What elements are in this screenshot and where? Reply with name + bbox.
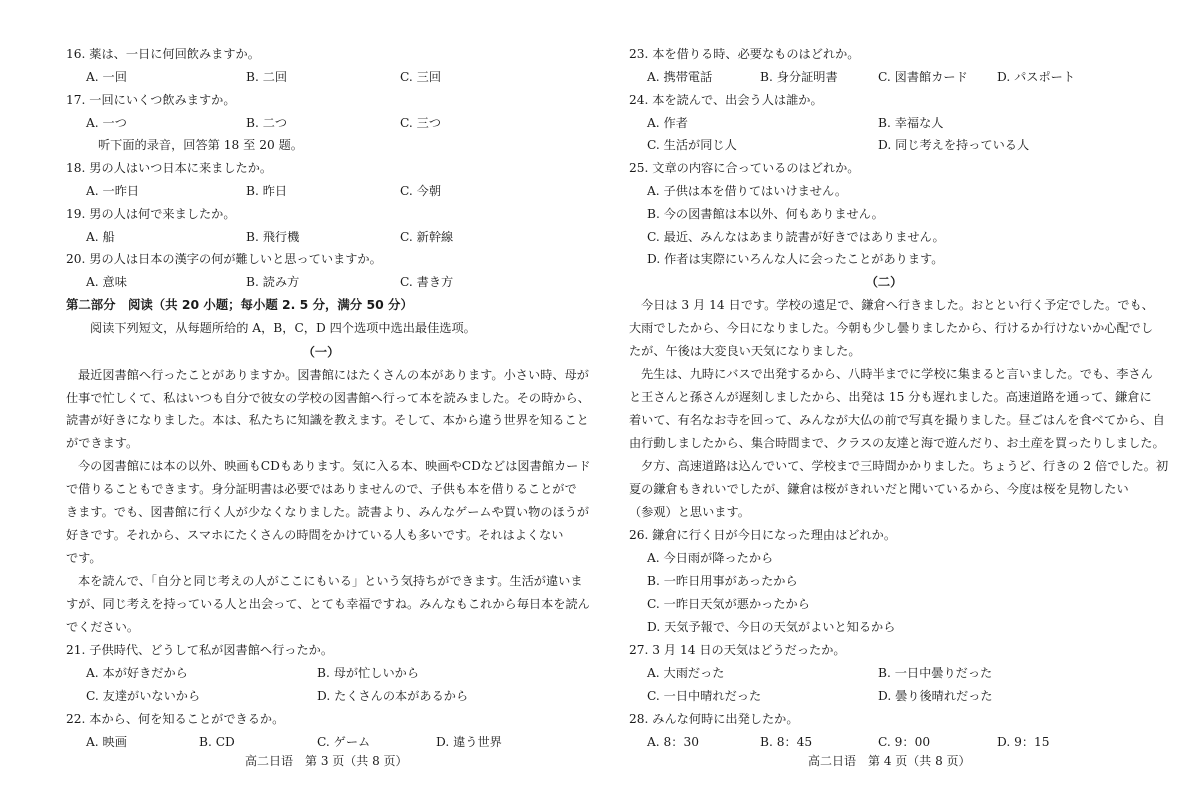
option: C. 最近、みんなはあまり読書が好きではありません。: [647, 230, 945, 244]
question-25: 25. 文章の内容に合っているのはどれか。: [629, 161, 860, 175]
option: A. 一回: [86, 70, 127, 84]
option: A. 映画: [86, 735, 127, 749]
option: B. 読み方: [246, 275, 300, 289]
option: B. 一昨日用事があったから: [647, 574, 798, 588]
option: D. 曇り後晴れだった: [878, 689, 993, 703]
option: A. 作者: [647, 116, 688, 130]
option: A. 携帯電話: [647, 70, 713, 84]
passage-line: 読書が好きになりました。本は、私たちに知識を教えます。そして、本から違う世界を知ること: [66, 413, 589, 427]
option: C. ゲーム: [317, 735, 371, 749]
question-19: 19. 男の人は何で来ましたか。: [66, 207, 236, 221]
passage-line: 由行動しましたから、集合時間まで、クラスの友達と海で遊んだり、お土産を買ったりしました。: [629, 436, 1165, 450]
option: D. たくさんの本があるから: [317, 689, 469, 703]
option: C. 書き方: [400, 275, 454, 289]
option: C. 図書館カード: [878, 70, 968, 84]
section-title: （一）: [302, 345, 340, 359]
option: C. 今朝: [400, 184, 442, 198]
listen-instruction: 听下面的录音，回答第 18 至 20 题。: [98, 138, 303, 152]
passage-line: たが、午後は大変良い天気になりました。: [629, 344, 861, 358]
option: B. CD: [199, 735, 235, 749]
option: D. 天気予報で、今日の天気がよいと知るから: [647, 620, 896, 634]
option: B. 昨日: [246, 184, 288, 198]
option: B. 飛行機: [246, 230, 300, 244]
option: A. 一つ: [86, 116, 127, 130]
option: A. 一昨日: [86, 184, 140, 198]
question-22: 22. 本から、何を知ることができるか。: [66, 712, 285, 726]
option: C. 9：00: [878, 735, 931, 749]
passage-line: と王さんと孫さんが遅刻しましたから、出発は 15 分も遅れました。高速道路を通って、鎌倉に: [629, 390, 1152, 404]
option: C. 新幹線: [400, 230, 454, 244]
passage-line: きます。でも、図書館に行く人が少なくなりました。読書より、みんなゲームや買い物のほうが: [66, 505, 590, 519]
option: A. 意味: [86, 275, 127, 289]
passage-line: 着いて、有名なお寺を回って、みんなが大仏の前で写真を撮りました。昼ごはんを食べてから、自: [629, 413, 1165, 427]
passage-line: で借りることもできます。身分証明書は必要ではありませんので、子供も本を借りることがで: [66, 482, 577, 496]
option: D. パスポート: [997, 70, 1076, 84]
option: A. 本が好きだから: [86, 666, 188, 680]
option: C. 生活が同じ人: [647, 138, 737, 152]
question-20: 20. 男の人は日本の漢字の何が難しいと思っていますか。: [66, 252, 382, 266]
passage-line: 今日は 3 月 14 日です。学校の遠足で、鎌倉へ行きました。おととい行く予定でした。でも、: [641, 298, 1154, 312]
option: D. 作者は実際にいろんな人に会ったことがあります。: [647, 252, 944, 266]
option: A. 大雨だった: [647, 666, 725, 680]
option: C. 一日中晴れだった: [647, 689, 762, 703]
passage-line: 大雨でしたから、今日になりました。今朝も少し曇りましたから、行けるか行けないか心配でし: [629, 321, 1154, 335]
option: C. 三つ: [400, 116, 442, 130]
passage-line: 本を読んで、「自分と同じ考えの人がここにもいる」という気持ちができます。生活が違いま: [78, 574, 583, 588]
option: C. 三回: [400, 70, 442, 84]
page-footer-right: 高二日语 第 4 页（共 8 页）: [808, 754, 971, 768]
passage-line: 最近図書館へ行ったことがありますか。図書館にはたくさんの本があります。小さい時、母が: [78, 368, 589, 382]
option: B. 二つ: [246, 116, 288, 130]
passage-line: 今の図書館には本の以外、映画もCDもあります。気に入る本、映画やCDなどは図書館カード: [78, 459, 591, 473]
question-17: 17. 一回にいくつ飲みますか。: [66, 93, 236, 107]
passage-line: 好きです。それから、スマホにたくさんの時間をかけている人も多いです。それはよくない: [66, 528, 564, 542]
passage-line: です。: [66, 551, 102, 565]
passage-line: 夕方、高速道路は込んでいて、学校まで三時間かかりました。ちょうど、行きの 2 倍でした。初: [641, 459, 1169, 473]
passage-line: （参观）と思います。: [629, 505, 750, 519]
option: C. 友達がいないから: [86, 689, 201, 703]
option: A. 今日雨が降ったから: [647, 551, 774, 565]
question-21: 21. 子供時代、どうして私が図書館へ行ったか。: [66, 643, 334, 657]
option: B. 幸福な人: [878, 116, 944, 130]
question-16: 16. 薬は、一日に何回飲みますか。: [66, 47, 260, 61]
section-title: （二）: [865, 275, 903, 289]
question-27: 27. 3 月 14 日の天気はどうだったか。: [629, 643, 846, 657]
question-23: 23. 本を借りる時、必要なものはどれか。: [629, 47, 860, 61]
option: B. 一日中曇りだった: [878, 666, 993, 680]
option: B. 身分証明書: [760, 70, 838, 84]
option: B. 二回: [246, 70, 288, 84]
option: D. 違う世界: [436, 735, 502, 749]
option: A. 8：30: [647, 735, 699, 749]
option: B. 今の図書館は本以外、何もありません。: [647, 207, 884, 221]
passage-line: ができます。: [66, 436, 139, 450]
part2-instruction: 阅读下列短文，从每题所给的 A，B，C，D 四个选项中选出最佳选项。: [90, 321, 476, 335]
part2-heading: 第二部分 阅读（共 20 小题；每小题 2. 5 分，满分 50 分）: [66, 297, 413, 312]
option: A. 子供は本を借りてはいけません。: [647, 184, 848, 198]
question-18: 18. 男の人はいつ日本に来ましたか。: [66, 161, 273, 175]
passage-line: 仕事で忙しくて、私はいつも自分で彼女の学校の図書館へ行って本を読みました。その時から、: [66, 391, 590, 405]
option: D. 9：15: [997, 735, 1050, 749]
passage-line: でください。: [66, 620, 140, 634]
passage-line: 夏の鎌倉もきれいでしたが、鎌倉は桜がきれいだと聞いているから、今度は桜を見物したい: [629, 482, 1129, 496]
page-footer-left: 高二日语 第 3 页（共 8 页）: [245, 754, 408, 768]
passage-line: すが、同じ考えを持っている人と出会って、とても幸福ですね。みんなもこれから毎日本を読ん: [66, 597, 590, 611]
option: B. 8：45: [760, 735, 813, 749]
passage-line: 先生は、九時にバスで出発するから、八時半までに学校に集まると言いました。でも、李さん: [641, 367, 1153, 381]
question-26: 26. 鎌倉に行く日が今日になった理由はどれか。: [629, 528, 897, 542]
question-24: 24. 本を読んで、出会う人は誰か。: [629, 93, 823, 107]
option: B. 母が忙しいから: [317, 666, 420, 680]
question-28: 28. みんな何時に出発したか。: [629, 712, 799, 726]
option: A. 船: [86, 230, 115, 244]
option: D. 同じ考えを持っている人: [878, 138, 1030, 152]
option: C. 一昨日天気が悪かったから: [647, 597, 810, 611]
